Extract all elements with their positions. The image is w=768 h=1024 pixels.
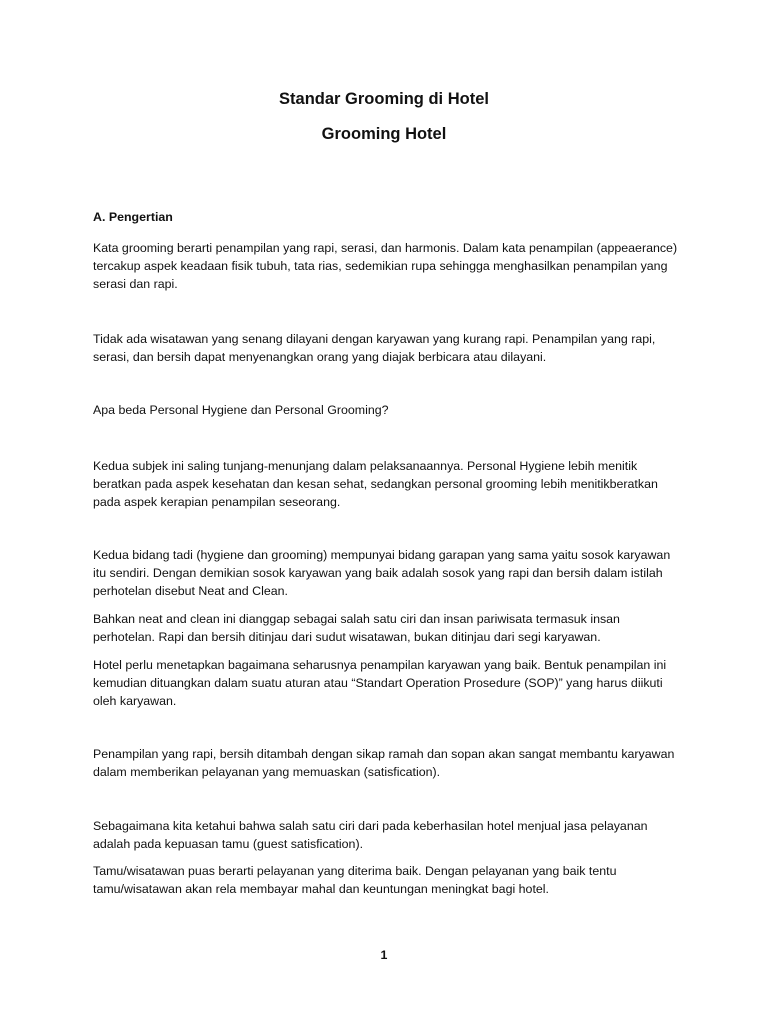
paragraph: Tidak ada wisatawan yang senang dilayani dengan karyawan yang kurang rapi. Penampilan yang rapi, serasi, dan bersih dapat menyenangkan orang yang diajak berbicara atau dilayani. (93, 332, 656, 364)
paragraph: Hotel perlu menetapkan bagaimana seharusnya penampilan karyawan yang baik. Bentuk penampilan ini kemudian dituangkan dalam suatu aturan atau “Standart Operation Prosedure (SOP)” yang harus diikuti oleh karyawan. (93, 658, 667, 708)
paragraph: Kedua bidang tadi (hygiene dan grooming) mempunyai bidang garapan yang sama yaitu sosok karyawan itu sendiri. Dengan demikian sosok karyawan yang baik adalah sosok yang rapi dan bersih dalam istilah perhotelan disebut Neat and Clean. (93, 548, 671, 598)
paragraph: Bahkan neat and clean ini dianggap sebagai salah satu ciri dan insan pariwisata termasuk insan perhotelan. Rapi dan bersih ditinjau dari sudut wisatawan, bukan ditinjau dari segi karyawan. (93, 612, 620, 644)
page-number: 1 (380, 948, 388, 962)
paragraph-question: Apa beda Personal Hygiene dan Personal Grooming? (93, 403, 389, 417)
document-title: Standar Grooming di Hotel (279, 90, 489, 108)
paragraph: Sebagaimana kita ketahui bahwa salah satu ciri dari pada keberhasilan hotel menjual jasa pelayanan adalah pada kepuasan tamu (guest satisfication). (93, 819, 648, 851)
section-heading: A. Pengertian (93, 210, 173, 224)
document-subtitle: Grooming Hotel (321, 125, 447, 143)
paragraph: Penampilan yang rapi, bersih ditambah dengan sikap ramah dan sopan akan sangat membantu karyawan dalam memberikan pelayanan yang memuaskan (satisfication). (93, 747, 675, 779)
paragraph: Kata grooming berarti penampilan yang rapi, serasi, dan harmonis. Dalam kata penampilan (appeaerance) tercakup aspek keadaan fisik tubuh, tata rias, sedemikian rupa sehingga menghasilkan penampilan yang serasi dan rapi. (93, 241, 678, 291)
paragraph: Kedua subjek ini saling tunjang-menunjang dalam pelaksanaannya. Personal Hygiene lebih menitik beratkan pada aspek kesehatan dan kesan sehat, sedangkan personal grooming lebih menitikberatkan pada aspek kerapian penampilan seseorang. (93, 459, 658, 509)
paragraph: Tamu/wisatawan puas berarti pelayanan yang diterima baik. Dengan pelayanan yang baik tentu tamu/wisatawan akan rela membayar mahal dan keuntungan meningkat bagi hotel. (93, 864, 617, 896)
